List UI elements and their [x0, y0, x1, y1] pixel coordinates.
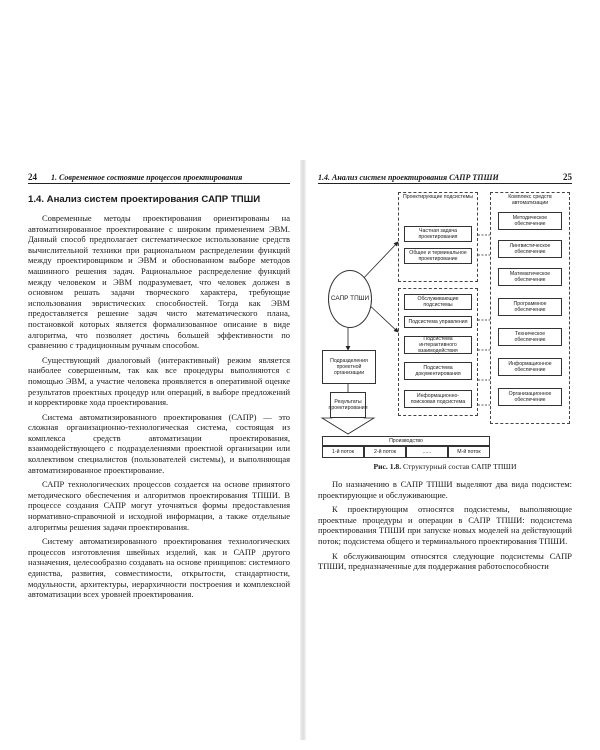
left-running-head-title: 1. Современное состояние процессов проектирования: [51, 173, 243, 182]
right-paragraph-1: По назначению в САПР ТПШИ выделяют два вида подсистем: проектирующие и обслуживающие.: [318, 479, 572, 500]
right-paragraph-2: К проектирующим относятся подсистемы, выполняющие проектные процедуры и операции в САПР ТПШИ: подсистема проектирования ТПШИ при запуске новых моделей на действующий поток; подсистема общего и терминального проектирования ТПШИ.: [318, 504, 572, 546]
left-page: [28, 168, 290, 730]
serving-item-5: Информационно-поисковая подсистема: [404, 390, 472, 408]
left-page-number: 24: [28, 172, 37, 182]
flow-m: М-й поток: [448, 446, 490, 458]
complex-label: Комплекс средств автоматизации: [508, 194, 552, 207]
serving-item-2: Подсистема управления: [404, 316, 472, 328]
right-running-head: [318, 168, 572, 184]
right-page-number: 25: [563, 172, 572, 182]
left-running-head: [28, 168, 290, 184]
support-item-7: Организационное обеспечение: [498, 388, 562, 406]
section-title: 1.4. Анализ систем проектирования САПР ТПШИ: [28, 194, 261, 205]
book-gutter: [300, 160, 306, 740]
production-box: Производство: [322, 436, 490, 446]
left-paragraph-5: Систему автоматизированного проектирования технологических процессов изготовления швейных изделий, как и САПР другого назначения, целесообразно создавать на основе принципов: системного единства, развития, совместимости, открытости, стандартности, модульности, архитектуры, иерархичности построения и комплексной автоматизации всех уровней проектирования.: [28, 536, 290, 600]
serving-item-1: Обслуживающие подсистемы: [404, 294, 472, 310]
serving-item-3: Подсистема интерактивного взаимодействия: [404, 336, 472, 354]
support-item-4: Программное обеспечение: [498, 298, 562, 316]
support-item-6: Информационное обеспечение: [498, 358, 562, 376]
designing-item-2: Общее и терминальное проектирование: [404, 248, 472, 264]
right-paragraph-3: К обслуживающим относятся следующие подсистемы САПР ТПШИ, предназначенные для поддержания работоспособности: [318, 550, 572, 572]
right-page: [318, 168, 572, 730]
left-paragraph-3: Система автоматизированного проектирования (САПР) — это сложная организационно-технологическая система, состоящая из комплекса средств автоматизации проектирования, взаимодействующего с подразделениями проектной организации или коллективом специалистов (пользователей системы), и выполняющая автоматизированное проектирование.: [28, 411, 290, 475]
support-item-1: Методическое обеспечение: [498, 212, 562, 230]
structure-diagram: [318, 190, 572, 460]
serving-item-4: Подсистема документирования: [404, 362, 472, 380]
flow-1: 1-й поток: [322, 446, 364, 458]
org-box: Подразделения проектной организации: [322, 350, 376, 384]
support-item-2: Лингвистическое обеспечение: [498, 240, 562, 258]
designing-item-1: Частная задача проектирования: [404, 226, 472, 242]
figure-caption: [318, 462, 572, 471]
figure-caption-text: Структурный состав САПР ТПШИ: [403, 462, 517, 471]
left-paragraph-1: Современные методы проектирования ориентированы на автоматизированное проектирование с широким применением ЭВМ. Данный способ предполагает систематическое использование средств вычислительной техники при рациональном распределении функций между проектировщиком и ЭВМ и обоснованном выборе методов машинного решения задач. Рациональное распределение функций между человеком и ЭВМ подразумевает, что человек должен в основном решать задачи творческого характера, требующие использования эвристических способностей. Тогда как ЭВМ предоставляется решение задач чисто математического плана, постановкой которых является формализованное описание в виде алгоритма, что позволяет достичь большей эффективности по сравнению с традиционным ручным способом.: [28, 213, 290, 351]
support-item-5: Техническое обеспечение: [498, 328, 562, 346]
figure-caption-number: Рис. 1.8.: [373, 462, 402, 471]
flow-dots: ......: [406, 446, 448, 458]
results-box: Результаты проектирования: [330, 392, 366, 418]
flow-2: 2-й поток: [364, 446, 406, 458]
designing-group-label: Проектирующие подсистемы: [403, 194, 473, 200]
support-item-3: Математическое обеспечение: [498, 268, 562, 286]
left-paragraph-2: Существующий диалоговый (интерактивный) режим является наиболее совершенным, так как все процедуры выполняются с помощью ЭВМ, а участие человека проявляется в оперативной оценке результатов проектных процедур или операций, в выборе предложений и корректировке хода проектирования.: [28, 354, 290, 408]
left-paragraph-4: САПР технологических процессов создается на основе принятого методического обеспечения и алгоритмов проектирования ТПШИ. В процессе создания САПР могут уточняться формы предоставления нормативно-справочной и исходной информации, а также отдельные алгоритмы решения задачи проектирования.: [28, 479, 290, 532]
right-running-head-title: 1.4. Анализ систем проектирования САПР ТПШИ: [318, 173, 499, 182]
center-oval: САПР ТПШИ: [328, 270, 372, 328]
